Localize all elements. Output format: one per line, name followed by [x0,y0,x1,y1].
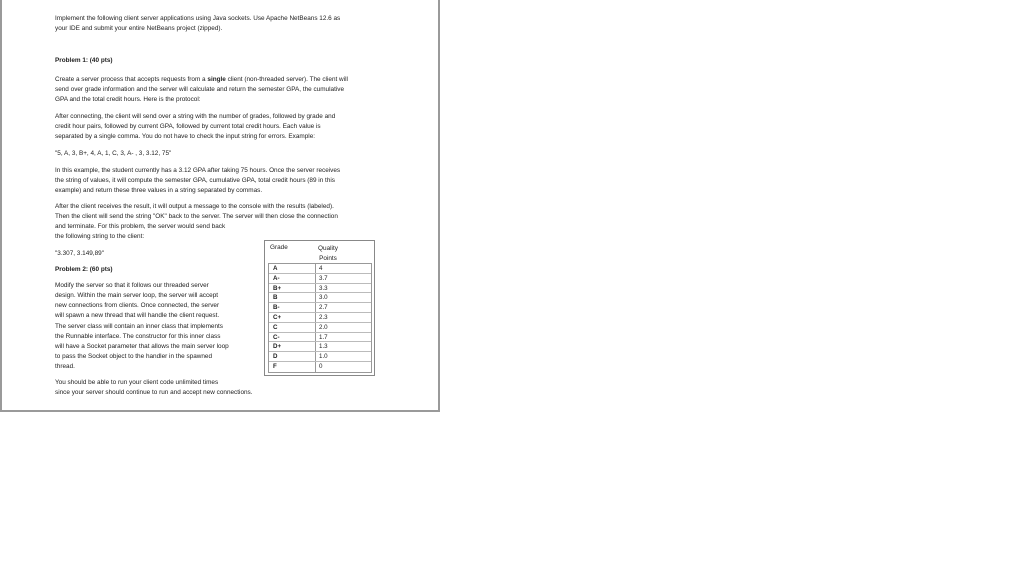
problem-1-para-1-line-1: Create a server process that accepts requests from a single client (non-threaded server). The client will [55,76,348,83]
problem-2-line: will spawn a new thread that will handle the client request. [55,312,220,319]
table-header-grade: Grade [270,244,288,251]
problem-1-para-4-line-2: Then the client will send the string "OK" back to the server. The server will then close the connection [55,213,338,220]
points-cell: 0 [319,363,323,370]
grade-points-table [264,240,375,376]
problem-2-heading: Problem 2: (60 pts) [55,266,113,273]
problem-1-para-1-line-3: GPA and the total credit hours. Here is the protocol: [55,96,201,103]
table-row [269,342,371,352]
problem-2-line: will have a Socket parameter that allows the main server loop [55,343,229,350]
points-cell: 4 [319,265,323,272]
problem-2-line: The server class will contain an inner class that implements [55,323,224,330]
table-row [269,333,371,343]
problem-2-line: Modify the server so that it follows our threaded server [55,282,209,289]
grade-cell: C+ [273,314,282,321]
table-row [269,362,371,372]
problem-2-line: thread. [55,363,75,370]
points-cell: 1.3 [319,343,328,351]
points-cell: 3.7 [319,274,328,282]
grade-cell: D [273,353,278,361]
problem-1-para-3-line-3: example) and return these three values in a string separated by commas. [55,187,263,194]
problem-1-para-3-line-1: In this example, the student currently has a 3.12 GPA after taking 75 hours. Once the server receives [55,167,341,174]
grade-cell: F [273,363,277,370]
grade-cell: D+ [273,343,282,351]
grade-cell: B [273,294,278,302]
points-cell: 2.7 [319,304,328,312]
problem-1-para-4-line-1: After the client receives the result, it will output a message to the console with the results (labeled). [55,203,334,210]
table-row [269,264,371,274]
problem-2-line: to pass the Socket object to the handler in the spawned [55,353,213,360]
grade-cell: A [273,265,278,272]
table-row [269,293,371,303]
problem-1-para-2-line-2: credit hour pairs, followed by current GPA, followed by current total credit hours. Each value is [55,123,321,130]
table-body [268,263,372,373]
grade-cell: C- [273,333,280,341]
table-header-quality-points [317,244,339,263]
intro-line-2: your IDE and submit your entire NetBeans project (zipped). [55,25,223,32]
problem-1-para-2-line-1: After connecting, the client will send over a string with the number of grades, followed by grade and [55,113,336,120]
closing-line-2: since your server should continue to run and accept new connections. [55,389,253,396]
points-cell: 2.0 [319,323,328,331]
problem-2-line: the Runnable interface. The constructor for this inner class [55,333,221,340]
points-cell: 1.0 [319,353,328,361]
table-row [269,303,371,313]
grade-cell: B- [273,304,280,312]
closing-line-1: You should be able to run your client code unlimited times [55,379,219,386]
example-output-string: "3.307, 3.149,89" [55,250,104,257]
table-row [269,352,371,362]
problem-1-para-4-line-3: and terminate. For this problem, the server would send back [55,223,226,230]
problem-2-line: design. Within the main server loop, the server will accept [55,292,219,299]
problem-2-line: new connections from clients. Once connected, the server [55,302,220,309]
table-row [269,313,371,323]
problem-1-para-4-line-4: the following string to the client: [55,233,145,240]
problem-1-para-3-line-2: the string of values, it will compute the semester GPA, cumulative GPA, total credit hours (89 in this [55,177,336,184]
points-cell: 3.3 [319,284,328,292]
problem-1-heading: Problem 1: (40 pts) [55,57,113,64]
grade-cell: C [273,323,278,331]
problem-1-para-2-line-3: separated by a single comma. You do not have to check the input string for errors. Example: [55,133,316,140]
table-header-points: Points [319,254,337,262]
points-cell: 1.7 [319,333,328,341]
intro-line-1: Implement the following client server applications using Java sockets. Use Apache NetBeans 12.6 as [55,15,341,22]
table-row [269,284,371,294]
table-row [269,274,371,284]
grade-cell: A- [273,274,280,282]
table-header-quality: Quality [318,245,338,252]
grade-cell: B+ [273,284,282,292]
points-cell: 3.0 [319,294,328,302]
table-row [269,323,371,333]
document-page [0,0,440,412]
example-input-string: "5, A, 3, B+, 4, A, 1, C, 3, A- , 3, 3.12, 75" [55,150,172,157]
problem-1-para-1-line-2: send over grade information and the server will calculate and return the semester GPA, the cumulative [55,86,345,93]
points-cell: 2.3 [319,314,328,321]
